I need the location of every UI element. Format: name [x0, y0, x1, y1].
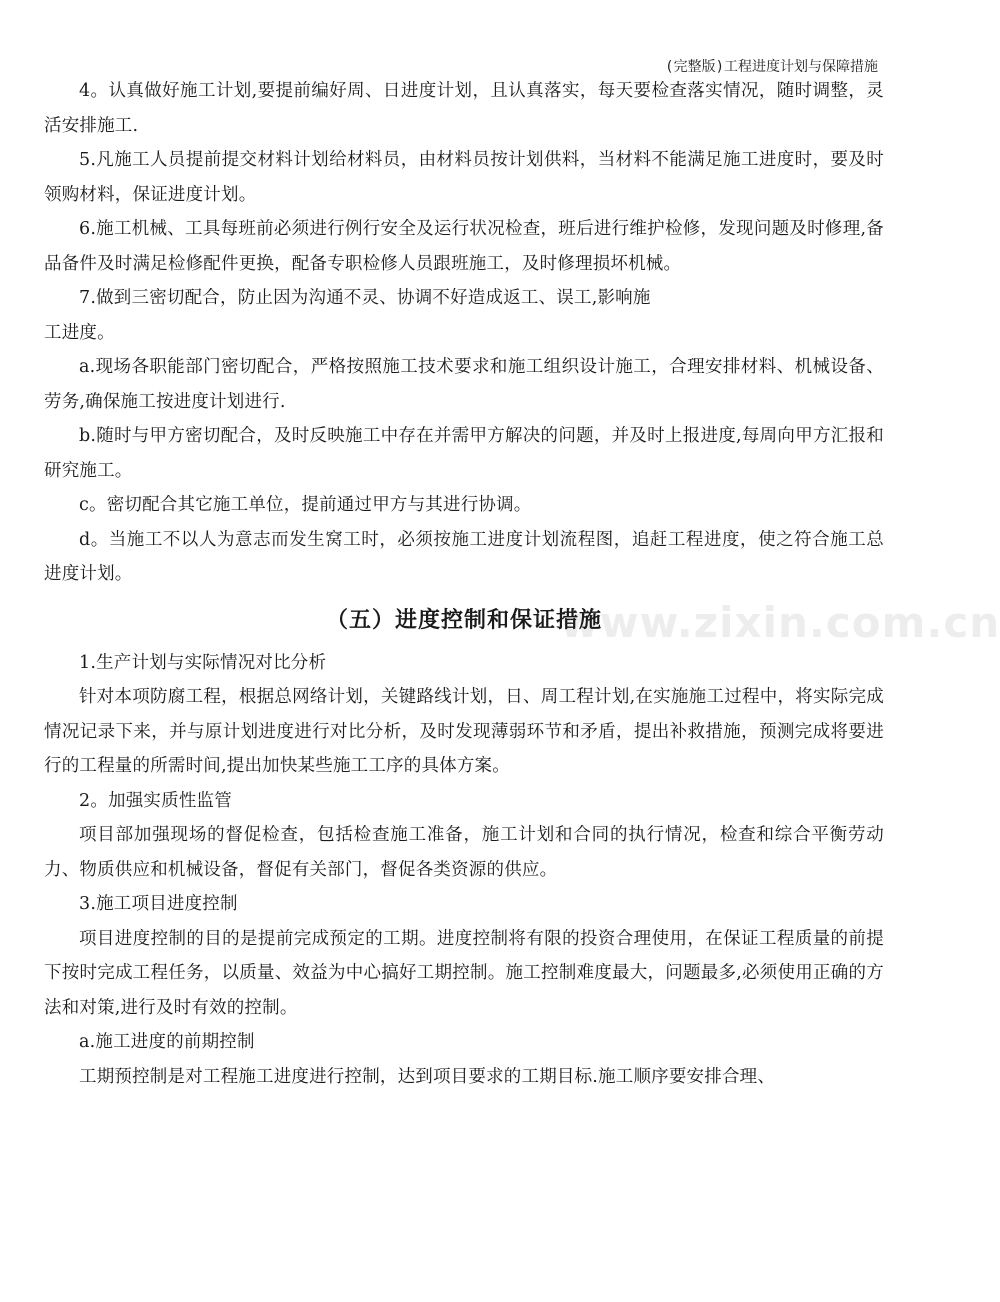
paragraph-item-7-continued: 工进度。	[44, 322, 115, 343]
paragraph-pre-control: 工期预控制是对工程施工进度进行控制，达到项目要求的工期目标.施工顺序要安排合理、	[79, 1066, 776, 1087]
paragraph-item-a: a.现场各职能部门密切配合，严格按照施工技术要求和施工组织设计施工，合理安排材料、机械设备、劳务,确保施工按进度计划进行.	[44, 357, 884, 412]
subheading-2: 2。加强实质性监管	[79, 790, 232, 811]
paragraph-item-5: 5.凡施工人员提前提交材料计划给材料员，由材料员按计划供料，当材料不能满足施工进度时，要及时领购材料，保证进度计划。	[44, 150, 884, 205]
paragraph-item-c: c。密切配合其它施工单位，提前通过甲方与其进行协调。	[79, 495, 532, 515]
paragraph-item-b: b.随时与甲方密切配合，及时反映施工中存在并需甲方解决的问题，并及时上报进度,每周向甲方汇报和研究施工。	[44, 426, 884, 481]
subheading-1: 1.生产计划与实际情况对比分析	[79, 652, 327, 673]
section-title: （五）进度控制和保证措施	[325, 606, 602, 633]
paragraph-analysis: 针对本项防腐工程，根据总网络计划，关键路线计划，日、周工程计划,在实施施工过程中，将实际完成情况记录下来，并与原计划进度进行对比分析，及时发现薄弱环节和矛盾，提出补救措施，预测完成将要进行的工程量的所需时间,提出加快某些施工工序的具体方案。	[44, 687, 884, 776]
running-header: (完整版)工程进度计划与保障措施	[665, 59, 878, 75]
document-body	[44, 74, 884, 1094]
paragraph-item-4: 4。认真做好施工计划,要提前编好周、日进度计划，且认真落实，每天要检查落实情况，随时调整，灵活安排施工.	[44, 81, 884, 136]
subheading-3: 3.施工项目进度控制	[79, 894, 238, 914]
subheading-a: a.施工进度的前期控制	[79, 1032, 255, 1052]
paragraph-progress-control: 项目进度控制的目的是提前完成预定的工期。进度控制将有限的投资合理使用，在保证工程质量的前提下按时完成工程任务，以质量、效益为中心搞好工期控制。施工控制难度最大，问题最多,必须使用正确的方法和对策,进行及时有效的控制。	[44, 928, 884, 1018]
paragraph-item-6: 6.施工机械、工具每班前必须进行例行安全及运行状况检查，班后进行维护检修，发现问题及时修理,备品备件及时满足检修配件更换，配备专职检修人员跟班施工，及时修理损坏机械。	[44, 219, 884, 274]
paragraph-item-7: 7.做到三密切配合，防止因为沟通不灵、协调不好造成返工、误工,影响施	[79, 288, 651, 308]
watermark: www.zixin.com.cn	[560, 598, 1000, 647]
paragraph-supervision: 项目部加强现场的督促检查，包括检查施工准备，施工计划和合同的执行情况，检查和综合平衡劳动力、物质供应和机械设备，督促有关部门，督促各类资源的供应。	[44, 825, 884, 880]
paragraph-item-d: d。当施工不以人为意志而发生窝工时，必须按施工进度计划流程图，追赶工程进度，使之符合施工总进度计划。	[44, 529, 884, 584]
